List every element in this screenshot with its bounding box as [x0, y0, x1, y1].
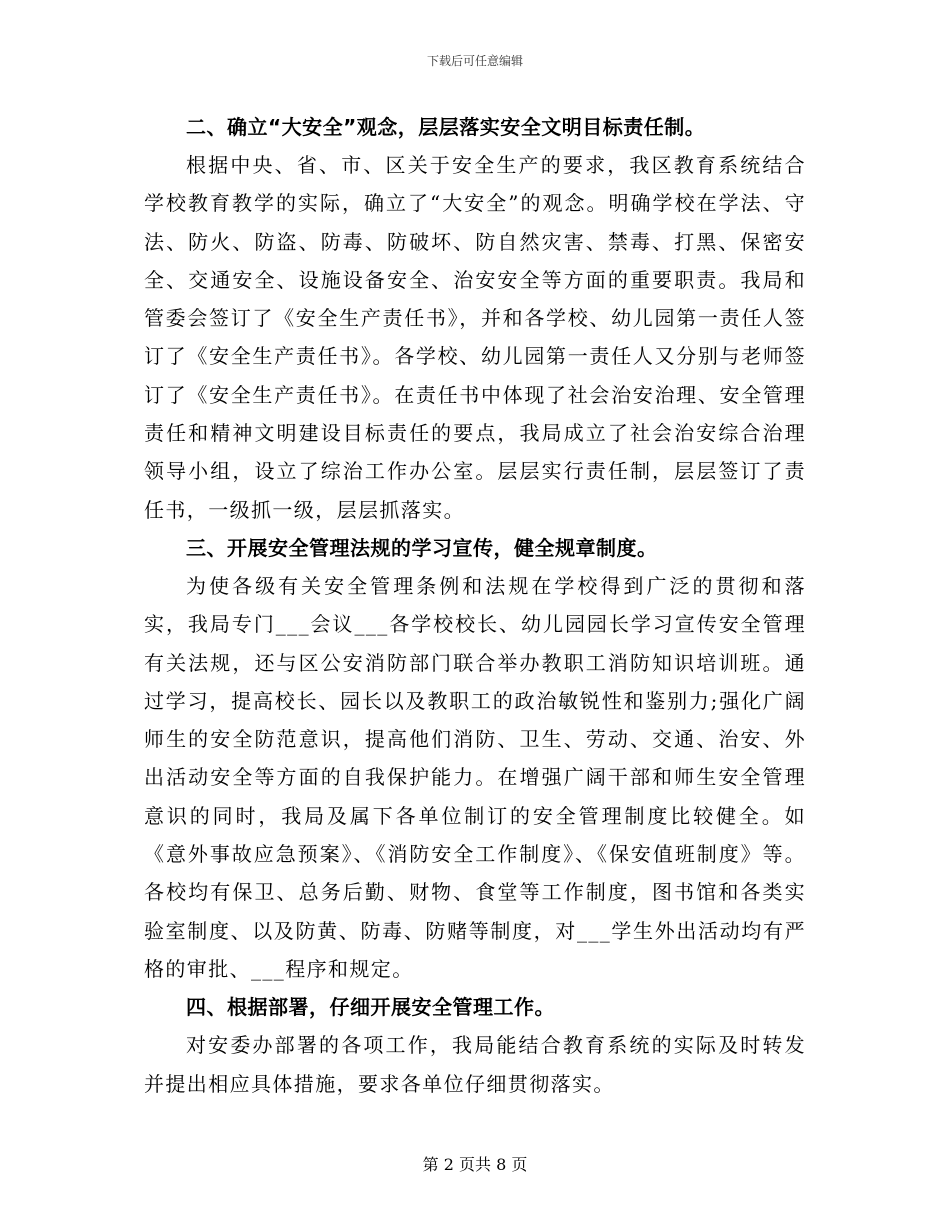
page-number: 第 2 页共 8 页	[422, 1155, 528, 1174]
section-heading-2: 二、确立“大安全”观念，层层落实安全文明目标责任制。	[186, 115, 706, 139]
document-body	[144, 108, 806, 1103]
section-paragraph-2: 根据中央、省、市、区关于安全生产的要求，我区教育系统结合学校教育教学的实际，确立了“大安全”的观念。明确学校在学法、守法、防火、防盗、防毒、防破坏、防自然灾害、禁毒、打黑、保密安全、交通安全、设施设备安全、治安安全等方面的重要职责。我局和管委会签订了《安全生产责任书》，并和各学校、幼儿园第一责任人签订了《安全生产责任书》。各学校、幼儿园第一责任人又分别与老师签订了《安全生产责任书》。在责任书中体现了社会治安治理、安全管理责任和精神文明建设目标责任的要点，我局成立了社会治安综合治理领导小组，设立了综治工作办公室。层层实行责任制，层层签订了责任书，一级抓一级，层层抓落实。	[144, 153, 806, 522]
section-heading-3: 三、开展安全管理法规的学习宣传，健全规章制度。	[186, 535, 658, 560]
page-header-note: 下载后可任意编辑	[426, 54, 523, 68]
section-heading-4: 四、根据部署，仔细开展安全管理工作。	[186, 995, 555, 1020]
section-paragraph-3: 为使各级有关安全管理条例和法规在学校得到广泛的贯彻和落实，我局专门___会议___各学校校长、幼儿园园长学习宣传安全管理有关法规，还与区公安消防部门联合举办教职工消防知识培训班。通过学习，提高校长、园长以及教职工的政治敏锐性和鉴别力;强化广阔师生的安全防范意识，提高他们消防、卫生、劳动、交通、治安、外出活动安全等方面的自我保护能力。在增强广阔干部和师生安全管理意识的同时，我局及属下各单位制订的安全管理制度比较健全。如《意外事故应急预案》、《消防安全工作制度》、《保安值班制度》等。各校均有保卫、总务后勤、财物、食堂等工作制度，图书馆和各类实验室制度、以及防黄、防毒、防赌等制度，对___学生外出活动均有严格的审批、___程序和规定。	[144, 573, 806, 981]
section-paragraph-4: 对安委办部署的各项工作，我局能结合教育系统的实际及时转发并提出相应具体措施，要求各单位仔细贯彻落实。	[144, 1033, 806, 1096]
